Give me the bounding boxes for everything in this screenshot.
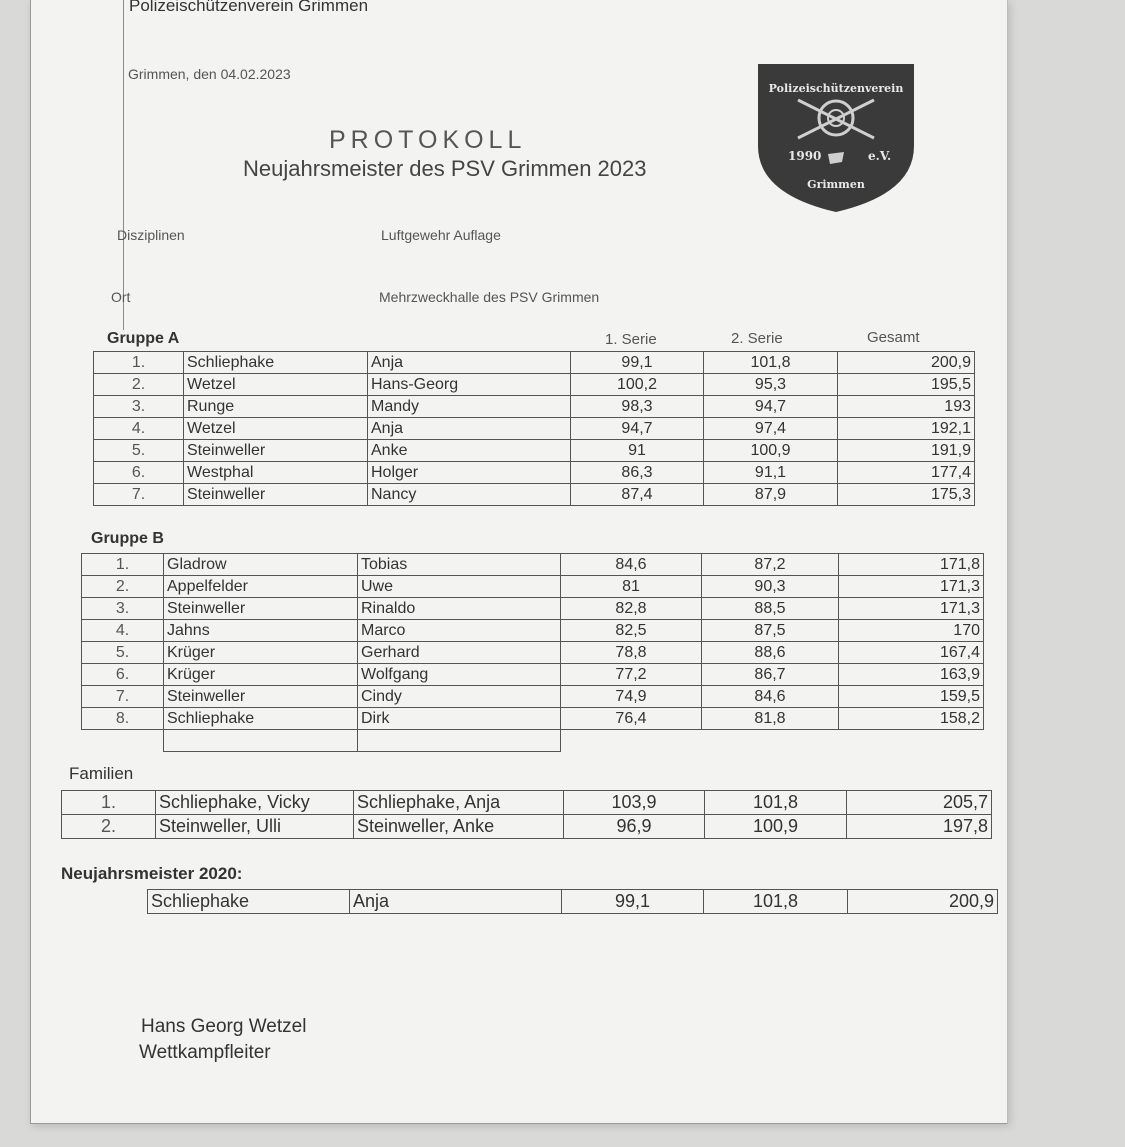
total-cell: 192,1	[838, 418, 975, 440]
location-label: Ort	[111, 289, 131, 305]
logo-year: 1990	[788, 149, 822, 163]
serie1-cell: 86,3	[571, 462, 704, 484]
serie2-cell: 100,9	[705, 815, 847, 839]
first-name-cell: Mandy	[368, 396, 571, 418]
rank-cell: 6.	[94, 462, 184, 484]
rank-cell: 7.	[82, 686, 164, 708]
last-name-cell: Schliephake	[164, 708, 358, 730]
table-row	[82, 598, 984, 620]
last-name-cell: Westphal	[184, 462, 368, 484]
group-a-label: Gruppe A	[107, 330, 180, 347]
page-margin-line	[123, 0, 124, 330]
first-name-cell: Marco	[358, 620, 561, 642]
champion-serie1: 99,1	[562, 890, 704, 914]
last-name-cell: Appelfelder	[164, 576, 358, 598]
last-name-cell: Wetzel	[184, 418, 368, 440]
table-row	[94, 462, 975, 484]
serie1-cell: 78,8	[561, 642, 702, 664]
document-title: PROTOKOLL	[329, 126, 527, 154]
empty-row	[82, 730, 984, 752]
last-name-cell: Krüger	[164, 664, 358, 686]
empty-cell	[839, 730, 984, 752]
location-value: Mehrzweckhalle des PSV Grimmen	[379, 289, 600, 305]
families-label: Familien	[69, 764, 134, 783]
rank-cell: 5.	[82, 642, 164, 664]
last-name-cell: Steinweller	[164, 598, 358, 620]
rank-cell: 2.	[82, 576, 164, 598]
logo-top-text: Polizeischützenverein	[768, 82, 904, 95]
serie1-cell: 74,9	[561, 686, 702, 708]
member2-cell: Schliephake, Anja	[354, 791, 564, 815]
total-cell: 191,9	[838, 440, 975, 462]
first-name-cell: Uwe	[358, 576, 561, 598]
total-cell: 167,4	[839, 642, 984, 664]
serie2-cell: 100,9	[704, 440, 838, 462]
table-row	[82, 708, 984, 730]
logo-city: Grimmen	[807, 178, 865, 191]
empty-cell	[82, 730, 164, 752]
member1-cell: Schliephake, Vicky	[156, 791, 354, 815]
serie1-cell: 77,2	[561, 664, 702, 686]
table-row	[62, 815, 992, 839]
table-row	[94, 374, 975, 396]
total-cell: 158,2	[839, 708, 984, 730]
serie1-cell: 82,5	[561, 620, 702, 642]
club-logo	[746, 56, 926, 216]
table-row	[82, 554, 984, 576]
serie1-cell: 96,9	[564, 815, 705, 839]
signature-role: Wettkampfleiter	[139, 1042, 271, 1063]
signature-name: Hans Georg Wetzel	[141, 1016, 307, 1037]
serie2-cell: 87,2	[702, 554, 839, 576]
serie1-cell: 94,7	[571, 418, 704, 440]
serie2-cell: 90,3	[702, 576, 839, 598]
column-header-total: Gesamt	[867, 329, 920, 346]
last-name-cell: Steinweller	[184, 484, 368, 506]
serie2-cell: 91,1	[704, 462, 838, 484]
rank-cell: 4.	[94, 418, 184, 440]
first-name-cell: Cindy	[358, 686, 561, 708]
champion-total: 200,9	[848, 890, 998, 914]
serie1-cell: 98,3	[571, 396, 704, 418]
protocol-page	[30, 0, 1008, 1124]
empty-cell	[702, 730, 839, 752]
rank-cell: 3.	[94, 396, 184, 418]
champion-serie2: 101,8	[704, 890, 848, 914]
last-name-cell: Jahns	[164, 620, 358, 642]
total-cell: 171,3	[839, 598, 984, 620]
serie2-cell: 87,9	[704, 484, 838, 506]
rank-cell: 2.	[94, 374, 184, 396]
member1-cell: Steinweller, Ulli	[156, 815, 354, 839]
serie1-cell: 82,8	[561, 598, 702, 620]
serie1-cell: 99,1	[571, 352, 704, 374]
serie2-cell: 94,7	[704, 396, 838, 418]
rank-cell: 5.	[94, 440, 184, 462]
total-cell: 171,8	[839, 554, 984, 576]
table-row	[82, 620, 984, 642]
first-name-cell: Anja	[368, 352, 571, 374]
total-cell: 195,5	[838, 374, 975, 396]
champion-label: Neujahrsmeister 2020:	[61, 864, 243, 883]
families-table	[61, 790, 992, 839]
serie2-cell: 97,4	[704, 418, 838, 440]
last-name-cell: Steinweller	[164, 686, 358, 708]
champion-first-name: Anja	[350, 890, 562, 914]
first-name-cell: Gerhard	[358, 642, 561, 664]
serie2-cell: 101,8	[705, 791, 847, 815]
total-cell: 197,8	[847, 815, 992, 839]
table-row	[94, 352, 975, 374]
rank-cell: 8.	[82, 708, 164, 730]
serie1-cell: 81	[561, 576, 702, 598]
serie1-cell: 91	[571, 440, 704, 462]
total-cell: 200,9	[838, 352, 975, 374]
rank-cell: 1.	[82, 554, 164, 576]
rank-cell: 6.	[82, 664, 164, 686]
champion-row	[148, 890, 998, 914]
empty-cell	[164, 730, 358, 752]
first-name-cell: Anja	[368, 418, 571, 440]
total-cell: 205,7	[847, 791, 992, 815]
rank-cell: 4.	[82, 620, 164, 642]
table-row	[94, 396, 975, 418]
total-cell: 170	[839, 620, 984, 642]
rank-cell: 3.	[82, 598, 164, 620]
serie2-cell: 88,5	[702, 598, 839, 620]
table-row	[82, 576, 984, 598]
table-row	[94, 440, 975, 462]
group-b-table	[81, 553, 984, 752]
last-name-cell: Krüger	[164, 642, 358, 664]
total-cell: 177,4	[838, 462, 975, 484]
empty-cell	[561, 730, 702, 752]
empty-cell	[358, 730, 561, 752]
serie2-cell: 81,8	[702, 708, 839, 730]
serie2-cell: 84,6	[702, 686, 839, 708]
serie1-cell: 100,2	[571, 374, 704, 396]
last-name-cell: Wetzel	[184, 374, 368, 396]
serie1-cell: 87,4	[571, 484, 704, 506]
serie2-cell: 87,5	[702, 620, 839, 642]
table-row	[82, 686, 984, 708]
logo-suffix: e.V.	[868, 149, 892, 163]
serie1-cell: 84,6	[561, 554, 702, 576]
last-name-cell: Steinweller	[184, 440, 368, 462]
serie2-cell: 95,3	[704, 374, 838, 396]
serie1-cell: 76,4	[561, 708, 702, 730]
table-row	[94, 418, 975, 440]
rank-cell: 1.	[94, 352, 184, 374]
member2-cell: Steinweller, Anke	[354, 815, 564, 839]
discipline-value: Luftgewehr Auflage	[381, 227, 501, 243]
first-name-cell: Nancy	[368, 484, 571, 506]
first-name-cell: Tobias	[358, 554, 561, 576]
discipline-label: Disziplinen	[117, 227, 185, 243]
serie2-cell: 88,6	[702, 642, 839, 664]
first-name-cell: Anke	[368, 440, 571, 462]
serie1-cell: 103,9	[564, 791, 705, 815]
document-subtitle: Neujahrsmeister des PSV Grimmen 2023	[243, 156, 647, 181]
rank-cell: 7.	[94, 484, 184, 506]
champion-table	[147, 889, 998, 914]
first-name-cell: Holger	[368, 462, 571, 484]
column-header-serie1: 1. Serie	[605, 331, 657, 348]
group-b-label: Gruppe B	[91, 530, 164, 547]
last-name-cell: Gladrow	[164, 554, 358, 576]
first-name-cell: Hans-Georg	[368, 374, 571, 396]
serie2-cell: 86,7	[702, 664, 839, 686]
champion-last-name: Schliephake	[148, 890, 350, 914]
rank-cell: 1.	[62, 791, 156, 815]
document-date: Grimmen, den 04.02.2023	[128, 66, 291, 82]
table-row	[82, 664, 984, 686]
total-cell: 175,3	[838, 484, 975, 506]
last-name-cell: Schliephake	[184, 352, 368, 374]
first-name-cell: Dirk	[358, 708, 561, 730]
total-cell: 163,9	[839, 664, 984, 686]
table-row	[94, 484, 975, 506]
column-header-serie2: 2. Serie	[731, 330, 783, 347]
first-name-cell: Wolfgang	[358, 664, 561, 686]
group-a-table	[93, 351, 975, 506]
table-row	[82, 642, 984, 664]
rank-cell: 2.	[62, 815, 156, 839]
total-cell: 193	[838, 396, 975, 418]
total-cell: 159,5	[839, 686, 984, 708]
last-name-cell: Runge	[184, 396, 368, 418]
total-cell: 171,3	[839, 576, 984, 598]
first-name-cell: Rinaldo	[358, 598, 561, 620]
table-row	[62, 791, 992, 815]
club-name: Polizeischützenverein Grimmen	[129, 0, 369, 15]
serie2-cell: 101,8	[704, 352, 838, 374]
